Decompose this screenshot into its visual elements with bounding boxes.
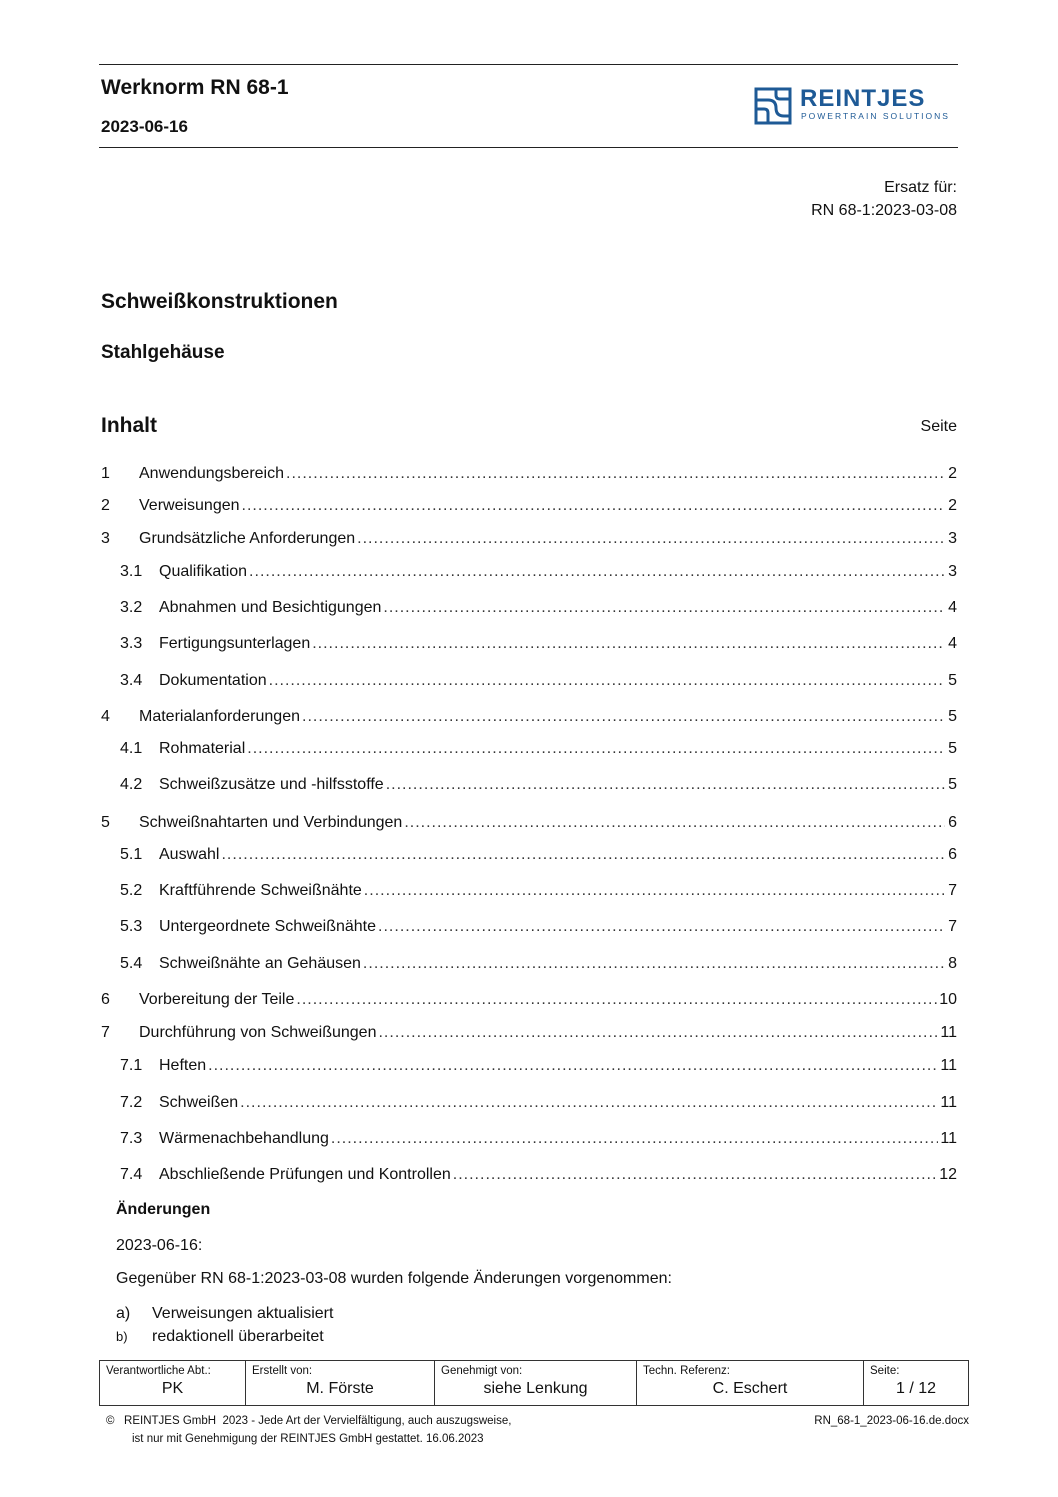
logo-wordmark: REINTJES xyxy=(800,85,926,112)
toc-entry-number: 5.4 xyxy=(120,955,143,972)
toc-entry-number: 4 xyxy=(101,708,110,725)
copyright-notice xyxy=(106,1412,511,1448)
changes-list-item xyxy=(116,1305,333,1323)
toc-leader-dots xyxy=(249,561,945,583)
toc-entry-page: 11 xyxy=(940,1094,957,1111)
toc-entry[interactable] xyxy=(101,670,957,692)
header-bottom-rule xyxy=(99,147,958,148)
toc-entry-number: 5.3 xyxy=(120,918,143,935)
toc-leader-dots xyxy=(357,528,945,550)
toc-entry[interactable] xyxy=(101,738,957,760)
document-title: Schweißkonstruktionen xyxy=(101,290,338,313)
standard-date: 2023-06-16 xyxy=(101,117,188,136)
toc-entry[interactable] xyxy=(101,1128,957,1150)
toc-entry[interactable] xyxy=(101,989,957,1011)
approval-cell-department xyxy=(100,1361,246,1406)
approval-cell-approver xyxy=(435,1361,637,1406)
toc-entry[interactable] xyxy=(101,633,957,655)
changes-list-item xyxy=(116,1328,324,1346)
toc-entry-title: Schweißnähte an Gehäusen xyxy=(159,955,361,972)
toc-entry-number: 3.2 xyxy=(120,599,143,616)
toc-entry-number: 5.1 xyxy=(120,846,143,863)
toc-entry-title: Schweißen xyxy=(159,1094,239,1111)
toc-entry[interactable] xyxy=(101,706,957,728)
toc-leader-dots xyxy=(296,989,937,1011)
toc-entry-title: Auswahl xyxy=(159,846,220,863)
toc-entry-page: 5 xyxy=(948,672,957,689)
changes-intro: Gegenüber RN 68-1:2023-03-08 wurden folgende Änderungen vorgenommen: xyxy=(116,1270,672,1287)
cell-label: Techn. Referenz: xyxy=(643,1365,730,1377)
toc-leader-dots xyxy=(240,1092,938,1114)
toc-entry-title: Anwendungsbereich xyxy=(139,465,284,482)
toc-entry-title: Schweißnahtarten und Verbindungen xyxy=(139,814,403,831)
toc-entry[interactable] xyxy=(101,597,957,619)
toc-entry[interactable] xyxy=(101,774,957,796)
changes-item-text: redaktionell überarbeitet xyxy=(152,1328,324,1345)
toc-entry-page: 11 xyxy=(940,1024,957,1041)
toc-leader-dots xyxy=(302,706,945,728)
changes-item-marker: a) xyxy=(116,1305,131,1322)
toc-entry-page: 3 xyxy=(948,563,957,580)
toc-leader-dots xyxy=(269,670,945,692)
toc-leader-dots xyxy=(363,953,945,975)
toc-entry-title: Qualifikation xyxy=(159,563,248,580)
toc-entry-page: 11 xyxy=(940,1057,957,1074)
toc-entry-number: 7 xyxy=(101,1024,110,1041)
toc-entry-page: 6 xyxy=(948,846,957,863)
cell-label: Genehmigt von: xyxy=(441,1365,523,1377)
toc-entry-title: Schweißzusätze und -hilfsstoffe xyxy=(159,776,384,793)
toc-entry-title: Fertigungsunterlagen xyxy=(159,635,311,652)
toc-leader-dots xyxy=(331,1128,939,1150)
document-filename: RN_68-1_2023-06-16.de.docx xyxy=(814,1415,969,1427)
toc-leader-dots xyxy=(208,1055,938,1077)
toc-entry-page: 4 xyxy=(948,635,957,652)
toc-entry[interactable] xyxy=(101,1055,957,1077)
toc-entry-title: Rohmaterial xyxy=(159,740,246,757)
toc-entry-number: 5.2 xyxy=(120,882,143,899)
toc-entry-page: 10 xyxy=(939,991,957,1008)
toc-entry[interactable] xyxy=(101,916,957,938)
toc-entry-number: 4.1 xyxy=(120,740,143,757)
toc-leader-dots xyxy=(312,633,945,655)
toc-entry-number: 7.4 xyxy=(120,1166,143,1183)
toc-entry-number: 6 xyxy=(101,991,110,1008)
toc-entry-page: 7 xyxy=(948,882,957,899)
toc-entry-number: 3.3 xyxy=(120,635,143,652)
toc-entry[interactable] xyxy=(101,463,957,485)
cell-label: Verantwortliche Abt.: xyxy=(106,1365,211,1377)
logo-tagline: POWERTRAIN SOLUTIONS xyxy=(801,111,950,121)
toc-entry-page: 7 xyxy=(948,918,957,935)
changes-item-text: Verweisungen aktualisiert xyxy=(152,1305,334,1322)
toc-entry-page: 2 xyxy=(948,497,957,514)
cell-value: PK xyxy=(161,1380,184,1397)
replacement-note xyxy=(811,176,957,222)
toc-entry-page: 5 xyxy=(948,776,957,793)
cell-value: M. Förste xyxy=(306,1380,374,1397)
changes-item-marker: b) xyxy=(116,1329,128,1344)
toc-entry-title: Wärmenachbehandlung xyxy=(159,1130,329,1147)
toc-entry[interactable] xyxy=(101,1164,957,1186)
toc-entry[interactable] xyxy=(101,1022,957,1044)
toc-entry-number: 3.4 xyxy=(120,672,143,689)
approval-cell-author xyxy=(246,1361,435,1406)
toc-entry[interactable] xyxy=(101,561,957,583)
toc-entry-page: 2 xyxy=(948,465,957,482)
toc-entry-page: 5 xyxy=(948,740,957,757)
copyright-line-1: © REINTJES GmbH 2023 - Jede Art der Vervielfältigung, auch auszugsweise, xyxy=(106,1415,512,1427)
toc-entry[interactable] xyxy=(101,844,957,866)
toc-leader-dots xyxy=(378,1022,938,1044)
toc-entry-number: 3 xyxy=(101,530,110,547)
toc-page-heading: Seite xyxy=(920,418,957,435)
approval-row xyxy=(100,1361,969,1406)
toc-leader-dots xyxy=(364,880,945,902)
cell-value: 1 / 12 xyxy=(895,1380,937,1397)
toc-entry[interactable] xyxy=(101,880,957,902)
toc-entry-number: 2 xyxy=(101,497,110,514)
toc-entry-title: Durchführung von Schweißungen xyxy=(139,1024,377,1041)
toc-entry[interactable] xyxy=(101,495,957,517)
toc-entry-page: 11 xyxy=(940,1130,957,1147)
toc-entry-number: 7.1 xyxy=(120,1057,143,1074)
toc-leader-dots xyxy=(453,1164,937,1186)
approval-cell-reference xyxy=(637,1361,864,1406)
cell-value: C. Eschert xyxy=(712,1380,788,1397)
replacement-value: RN 68-1:2023-03-08 xyxy=(811,202,957,219)
approval-cell-page xyxy=(864,1361,969,1406)
toc-entry-title: Vorbereitung der Teile xyxy=(139,991,295,1008)
cell-label: Seite: xyxy=(870,1365,900,1377)
logo-mark-icon xyxy=(754,87,792,125)
toc-leader-dots xyxy=(221,844,945,866)
toc-entry-page: 3 xyxy=(948,530,957,547)
toc-entry-page: 5 xyxy=(948,708,957,725)
toc-entry-title: Materialanforderungen xyxy=(139,708,300,725)
copyright-line-2: ist nur mit Genehmigung der REINTJES GmbH gestattet. 16.06.2023 xyxy=(132,1433,484,1445)
cell-label: Erstellt von: xyxy=(252,1365,313,1377)
toc-entry-number: 4.2 xyxy=(120,776,143,793)
standard-title: Werknorm RN 68-1 xyxy=(101,76,289,99)
replacement-label: Ersatz für: xyxy=(884,179,957,196)
toc-leader-dots xyxy=(247,738,945,760)
toc-entry-title: Verweisungen xyxy=(139,497,240,514)
toc-entry-title: Abnahmen und Besichtigungen xyxy=(159,599,382,616)
toc-entry-title: Abschließende Prüfungen und Kontrollen xyxy=(159,1166,451,1183)
toc-heading: Inhalt xyxy=(101,414,157,437)
cell-value: siehe Lenkung xyxy=(483,1380,588,1397)
toc-entry-title: Dokumentation xyxy=(159,672,267,689)
changes-heading: Änderungen xyxy=(116,1201,211,1218)
toc-entry-page: 4 xyxy=(948,599,957,616)
approval-table xyxy=(99,1360,969,1406)
toc-entry-title: Untergeordnete Schweißnähte xyxy=(159,918,377,935)
header-top-rule xyxy=(99,64,958,65)
toc-leader-dots xyxy=(286,463,945,485)
toc-entry[interactable] xyxy=(101,528,957,550)
toc-entry-page: 12 xyxy=(939,1166,957,1183)
toc-entry[interactable] xyxy=(101,1092,957,1114)
toc-entry-number: 7.2 xyxy=(120,1094,143,1111)
toc-entry-title: Grundsätzliche Anforderungen xyxy=(139,530,356,547)
toc-entry-title: Kraftführende Schweißnähte xyxy=(159,882,362,899)
toc-entry-number: 1 xyxy=(101,465,110,482)
toc-entry-page: 6 xyxy=(948,814,957,831)
toc-leader-dots xyxy=(242,495,945,517)
toc-leader-dots xyxy=(383,597,945,619)
changes-date: 2023-06-16: xyxy=(116,1237,203,1254)
toc-entry-number: 3.1 xyxy=(120,563,143,580)
toc-entry-number: 5 xyxy=(101,814,110,831)
toc-entry-number: 7.3 xyxy=(120,1130,143,1147)
toc-entry-page: 8 xyxy=(948,955,957,972)
company-logo xyxy=(754,87,959,125)
toc-leader-dots xyxy=(386,774,945,796)
document-subtitle: Stahlgehäuse xyxy=(101,342,225,363)
toc-entry[interactable] xyxy=(101,812,957,834)
toc-leader-dots xyxy=(404,812,945,834)
toc-entry[interactable] xyxy=(101,953,957,975)
toc-entry-title: Heften xyxy=(159,1057,207,1074)
toc-leader-dots xyxy=(378,916,945,938)
